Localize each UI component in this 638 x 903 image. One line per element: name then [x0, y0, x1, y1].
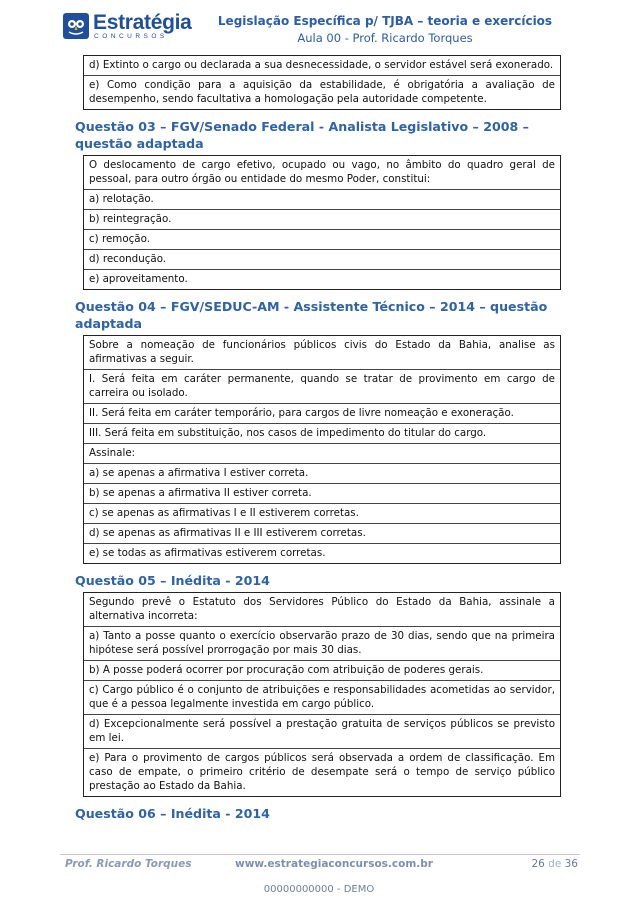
option-row: d) Excepcionalmente será possível a prestação gratuita de serviços públicos se previsto em lei. — [84, 715, 560, 749]
logo-name: Estratégia — [93, 11, 192, 34]
question-statement: Segundo prevê o Estatuto dos Servidores Público do Estado da Bahia, assinale a alternativa incorreta: — [84, 593, 560, 627]
footer-author: Prof. Ricardo Torques — [65, 858, 192, 870]
option-row: c) remoção. — [84, 230, 560, 250]
option-row: e) aproveitamento. — [89, 273, 188, 285]
option-row: e) Como condição para a aquisição da estabilidade, é obrigatória a avaliação de desempenho, sendo facultativa a homologação pela autoridade competente. — [89, 79, 555, 105]
question-05-title: Questão 05 – Inédita - 2014 — [75, 573, 270, 588]
page-footer — [60, 854, 580, 875]
question-03-box — [83, 155, 561, 290]
document-subtitle: Aula 00 - Prof. Ricardo Torques — [297, 31, 473, 45]
question-03-title: Questão 03 – FGV/Senado Federal - Analista Legislativo – 2008 – questão adaptada — [75, 119, 529, 151]
page-total: 36 — [564, 858, 578, 870]
footer-website-link[interactable]: www.estrategiaconcursos.com.br — [235, 858, 433, 870]
page-separator: de — [548, 858, 562, 870]
option-row: d) Extinto o cargo ou declarada a sua desnecessidade, o servidor estável será exonerado. — [84, 56, 560, 76]
option-row: b) reintegração. — [84, 210, 560, 230]
statement-row: II. Será feita em caráter temporário, para cargos de livre nomeação e exoneração. — [84, 404, 560, 424]
page-number — [531, 858, 578, 870]
page-current: 26 — [531, 858, 545, 870]
owl-icon — [63, 13, 89, 39]
question-04-title: Questão 04 – FGV/SEDUC-AM - Assistente Técnico – 2014 – questão adaptada — [75, 299, 548, 331]
option-row: b) A posse poderá ocorrer por procuração com atribuição de poderes gerais. — [84, 661, 560, 681]
logo-subtitle: CONCURSOS — [94, 33, 168, 40]
page-content — [75, 55, 563, 825]
option-row: c) Cargo público é o conjunto de atribuições e responsabilidades acometidas ao servidor, que é a pessoa legalmente investida em cargo público. — [84, 681, 560, 715]
question-statement: O deslocamento de cargo efetivo, ocupado ou vago, no âmbito do quadro geral de pessoal, para outro órgão ou entidade do mesmo Poder, constitui: — [84, 156, 560, 190]
question-04-box — [83, 335, 561, 564]
option-row: a) se apenas a afirmativa I estiver correta. — [84, 464, 560, 484]
question-statement: Sobre a nomeação de funcionários públicos civis do Estado da Bahia, analise as afirmativas a seguir. — [84, 336, 560, 370]
option-row: d) se apenas as afirmativas II e III estiverem corretas. — [84, 524, 560, 544]
estrategia-logo — [63, 12, 192, 41]
option-row: b) se apenas a afirmativa II estiver correta. — [84, 484, 560, 504]
page-header — [60, 10, 580, 50]
option-row: d) recondução. — [84, 250, 560, 270]
option-row: e) se todas as afirmativas estiverem corretas. — [89, 547, 326, 559]
continuation-box — [83, 55, 561, 110]
instruction-row: Assinale: — [84, 444, 560, 464]
option-row: c) se apenas as afirmativas I e II estiverem corretas. — [84, 504, 560, 524]
statement-row: III. Será feita em substituição, nos casos de impedimento do titular do cargo. — [84, 424, 560, 444]
document-title: Legislação Específica p/ TJBA – teoria e exercícios — [217, 14, 553, 28]
statement-row: I. Será feita em caráter permanente, quando se tratar de provimento em cargo de carreira ou isolado. — [84, 370, 560, 404]
option-row: a) relotação. — [84, 190, 560, 210]
option-row: a) Tanto a posse quanto o exercício observarão prazo de 30 dias, sendo que na primeira hipótese será possível prorrogação por mais 30 dias. — [84, 627, 560, 661]
question-05-box — [83, 592, 561, 797]
demo-watermark: 00000000000 - DEMO — [263, 884, 375, 895]
question-06-title: Questão 06 – Inédita - 2014 — [75, 806, 270, 821]
option-row: e) Para o provimento de cargos públicos será observada a ordem de classificação. Em caso de empate, o primeiro critério de desempate será o tempo de serviço público prestação ao Estado da Bahia. — [89, 752, 555, 792]
